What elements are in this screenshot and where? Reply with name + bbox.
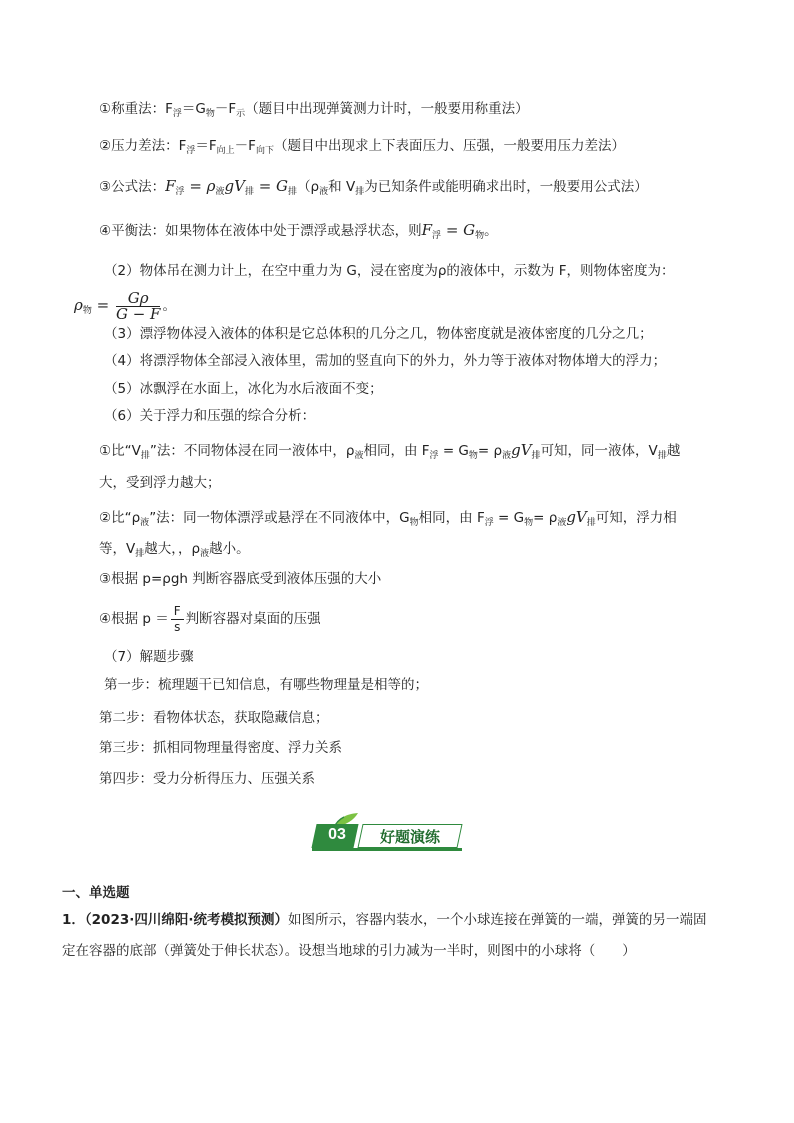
sub: 浮 (484, 518, 494, 528)
text: 判断容器对桌面的压强 (185, 611, 321, 627)
analysis-2 (99, 507, 677, 533)
sub: 浮 (429, 451, 439, 461)
text: 为已知条件或能明确求出时，一般要用公式法） (364, 179, 648, 195)
analysis-3: ③根据 p=ρgh 判断容器底受到液体压强的大小 (99, 571, 382, 587)
numerator: F (171, 604, 184, 620)
math: F (421, 221, 433, 239)
denominator: G − F (115, 304, 161, 323)
sub: 排 (140, 451, 150, 461)
text: ”法：不同物体浸在同一液体中，ρ (149, 443, 355, 459)
method-weighing (99, 99, 529, 124)
text: （题目中出现求上下表面压力、压强，一般要用压力差法） (273, 138, 625, 154)
sub: 物 (205, 109, 215, 119)
math: ρ (74, 296, 83, 314)
text: = G (493, 510, 525, 526)
text: －F (234, 138, 256, 154)
sub: 液 (140, 518, 150, 528)
text: = ρ (477, 443, 503, 459)
sub: 排 (531, 451, 541, 461)
sub: 向上 (216, 146, 235, 156)
text: 等，V (99, 541, 136, 557)
fraction (115, 288, 161, 323)
text: ④平衡法：如果物体在液体中处于漂浮或悬浮状态，则 (99, 223, 422, 239)
text: 。 (162, 298, 176, 314)
sub: 物 (524, 518, 534, 528)
sub: 排 (586, 518, 596, 528)
step-1: 第一步：梳理题干已知信息，有哪些物理量是相等的； (104, 677, 428, 693)
sub: 物 (468, 451, 478, 461)
math: = G (441, 221, 476, 239)
numerator: Gρ (116, 291, 161, 307)
sub: 物 (475, 231, 485, 241)
sub: 物 (82, 306, 92, 316)
point-6: （6）关于浮力和压强的综合分析： (104, 408, 316, 424)
sub: 浮 (432, 231, 442, 241)
text: 越小。 (209, 541, 250, 557)
text: 越大，，ρ (144, 541, 201, 557)
step-2: 第二步：看物体状态，获取隐藏信息； (99, 710, 329, 726)
step-3: 第三步：抓相同物理量得密度、浮力关系 (99, 740, 342, 756)
sub: 物 (409, 518, 419, 528)
sub: 液 (502, 451, 512, 461)
text: = G (438, 443, 469, 459)
badge-title: 好题演练 (379, 828, 440, 846)
text: 相同，由 F (363, 443, 430, 459)
analysis-1 (99, 440, 680, 466)
text: ①比“V (99, 443, 141, 459)
sub: 排 (288, 187, 298, 197)
text: ①称重法：F (99, 101, 173, 117)
point-2: （2）物体吊在测力计上，在空中重力为 G，浸在密度为ρ的液体中，示数为 F，则物体密度为： (104, 263, 675, 279)
text: ③公式法： (99, 179, 166, 195)
text: 可知，浮力相 (595, 510, 677, 526)
math: = (91, 296, 114, 314)
section-badge (308, 820, 466, 852)
sub: 液 (319, 187, 329, 197)
sub: 浮 (186, 146, 196, 156)
text: ”法：同一物体漂浮或悬浮在不同液体中，G (149, 510, 410, 526)
point-5: （5）冰飘浮在水面上，冰化为水后液面不变； (104, 381, 383, 397)
text: ＝F (195, 138, 217, 154)
math: gV (566, 508, 587, 526)
text: ②压力差法：F (99, 138, 187, 154)
text: ②比“ρ (99, 510, 141, 526)
analysis-2-cont (99, 539, 250, 564)
sub: 排 (657, 451, 667, 461)
point-7: （7）解题步骤 (104, 649, 194, 665)
sub: 浮 (172, 109, 182, 119)
method-balance (99, 220, 498, 246)
badge-underline (312, 848, 462, 851)
question-text: 如图所示，容器内装水，一个小球连接在弹簧的一端，弹簧的另一端固 (288, 912, 707, 928)
fraction (171, 604, 184, 635)
text: ＝G (181, 101, 206, 117)
question-number: 1． (62, 912, 85, 928)
math: gV (224, 177, 245, 195)
text: = ρ (533, 510, 558, 526)
point-4: （4）将漂浮物体全部浸入液体里，需加的竖直向下的外力，外力等于液体对物体增大的浮力； (104, 353, 667, 369)
density-formula (74, 287, 176, 323)
text: －F (214, 101, 237, 117)
sub: 液 (200, 549, 210, 559)
denominator: s (174, 619, 181, 634)
text: ④根据 p ＝ (99, 611, 169, 627)
badge-number: 03 (328, 826, 346, 843)
sub: 示 (236, 109, 246, 119)
sub: 液 (215, 187, 225, 197)
math: = ρ (184, 177, 216, 195)
text: （ρ (297, 179, 320, 195)
math: = G (253, 177, 289, 195)
text: 可知，同一液体，V (540, 443, 658, 459)
math: F (165, 177, 176, 195)
text: 越 (666, 443, 681, 459)
text: 相同，由 F (418, 510, 485, 526)
question-1 (62, 910, 707, 930)
sub: 排 (355, 187, 365, 197)
sub: 液 (557, 518, 567, 528)
section-title: 一、单选题 (62, 885, 130, 901)
analysis-4 (99, 601, 321, 637)
point-3: （3）漂浮物体浸入液体的体积是它总体积的几分之几，物体密度就是液体密度的几分之几； (104, 326, 653, 342)
sub: 液 (354, 451, 364, 461)
sub: 排 (135, 549, 145, 559)
text: 和 V (328, 179, 356, 195)
question-1-cont: 定在容器的底部（弹簧处于伸长状态）。设想当地球的引力减为一半时，则图中的小球将（ ） (62, 943, 636, 959)
sub: 浮 (175, 187, 185, 197)
text: （题目中出现弹簧测力计时，一般要用称重法） (245, 101, 529, 117)
method-formula (99, 176, 648, 202)
step-4: 第四步：受力分析得压力、压强关系 (99, 771, 315, 787)
text: 。 (484, 223, 498, 239)
analysis-1-cont: 大，受到浮力越大； (99, 475, 221, 491)
sub: 向下 (255, 146, 274, 156)
math: gV (511, 441, 532, 459)
sub: 排 (244, 187, 254, 197)
question-source: （2023·四川绵阳·统考模拟预测） (84, 912, 288, 928)
method-pressure-difference (99, 136, 625, 161)
